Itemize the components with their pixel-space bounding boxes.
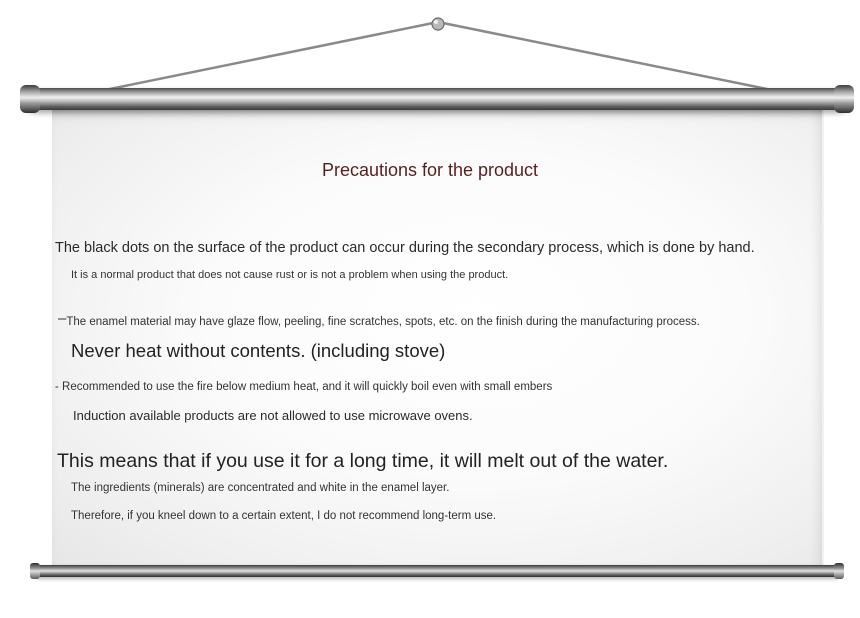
top-roller-right-cap: [834, 85, 854, 113]
precaution-line-9: Therefore, if you kneel down to a certain extent, I do not recommend long-term use.: [71, 510, 497, 522]
precaution-line-2: It is a normal product that does not cause rust or is not a problem when using the product.: [71, 269, 509, 281]
precaution-line-5: - Recommended to use the fire below medium heat, and it will quickly boil even with small embers: [55, 381, 553, 393]
precaution-line-4: Never heat without contents. (including stove): [71, 340, 446, 361]
precaution-line-1: The black dots on the surface of the product can occur during the secondary process, which is done by hand.: [55, 240, 755, 256]
bottom-roller-left-cap: [30, 563, 40, 579]
top-roller-left-cap: [20, 85, 40, 113]
precaution-line-6: Induction available products are not allowed to use microwave ovens.: [73, 408, 473, 423]
hanging-cord: [0, 0, 860, 100]
bottom-roller-bar: [34, 565, 840, 577]
top-roller-bar: [24, 88, 850, 110]
line-3-dash: –: [58, 310, 67, 327]
precaution-line-8: The ingredients (minerals) are concentrated and white in the enamel layer.: [71, 482, 450, 494]
sign-title: Precautions for the product: [321, 160, 539, 180]
bottom-roller-right-cap: [834, 563, 844, 579]
precaution-line-3: [58, 312, 700, 329]
precaution-line-3-text: The enamel material may have glaze flow, peeling, fine scratches, spots, etc. on the finish during the manufacturing process.: [66, 316, 700, 328]
hanging-hook: [432, 18, 444, 30]
precaution-line-7: This means that if you use it for a long time, it will melt out of the water.: [57, 450, 669, 472]
